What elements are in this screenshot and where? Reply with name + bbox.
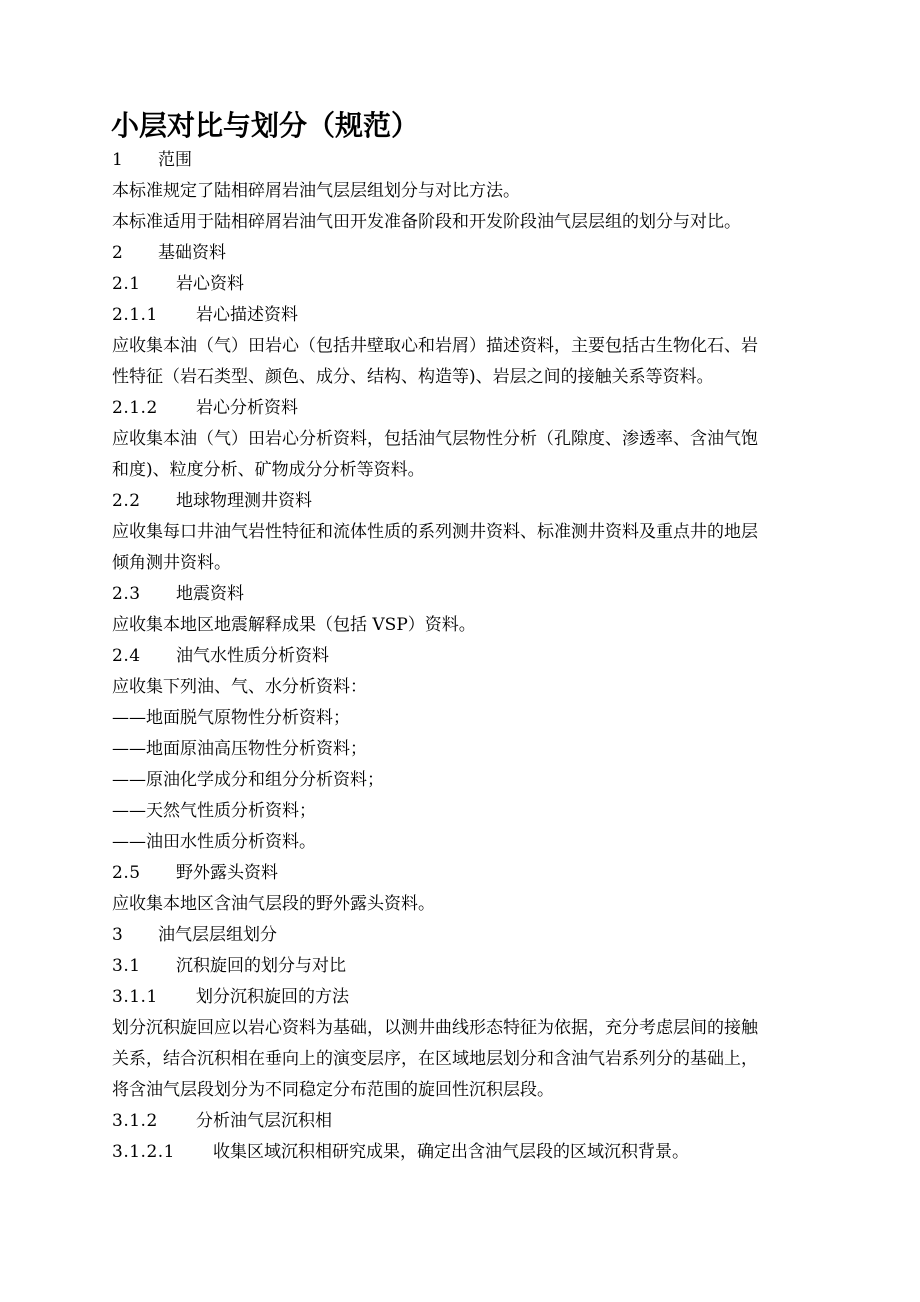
section-heading xyxy=(112,982,812,1013)
body-text-line xyxy=(112,672,812,703)
paragraph-text: 应收集每口井油气岩性特征和流体性质的系列测井资料、标准测井资料及重点井的地层 xyxy=(112,522,758,542)
section-heading-text: 野外露头资料 xyxy=(176,863,278,883)
body-text-line xyxy=(112,1075,812,1106)
document-body xyxy=(112,145,812,1168)
section-number: 3 xyxy=(112,925,124,945)
body-text-line xyxy=(112,207,812,238)
section-number: 2.1.1 xyxy=(112,305,158,325)
paragraph-text: 应收集本油（气）田岩心（包括井壁取心和岩屑）描述资料，主要包括古生物化石、岩 xyxy=(112,336,758,356)
section-heading xyxy=(112,951,812,982)
section-heading-text: 地震资料 xyxy=(176,584,244,604)
section-number: 2.1.2 xyxy=(112,398,158,418)
paragraph-text: ——地面原油高压物性分析资料； xyxy=(112,739,367,759)
section-heading-text: 地球物理测井资料 xyxy=(176,491,312,511)
body-text-line xyxy=(112,517,812,548)
section-heading xyxy=(112,300,812,331)
paragraph-text: 和度)、粒度分析、矿物成分分析等资料。 xyxy=(112,460,425,480)
body-text-line xyxy=(112,455,812,486)
section-heading xyxy=(112,269,812,300)
section-heading-text: 油气层层组划分 xyxy=(158,925,277,945)
body-text-line xyxy=(112,424,812,455)
paragraph-text: 应收集本地区含油气层段的野外露头资料。 xyxy=(112,894,435,914)
section-number: 2.2 xyxy=(112,491,141,511)
body-text-line xyxy=(112,331,812,362)
section-number: 3.1.2.1 xyxy=(112,1142,175,1162)
section-number: 2.1 xyxy=(112,274,141,294)
paragraph-text: ——天然气性质分析资料； xyxy=(112,801,316,821)
body-text-line xyxy=(112,765,812,796)
paragraph-text: 将含油气层段划分为不同稳定分布范围的旋回性沉积层段。 xyxy=(112,1080,554,1100)
paragraph-text: 本标准规定了陆相碎屑岩油气层层组划分与对比方法。 xyxy=(112,181,520,201)
section-heading-text: 划分沉积旋回的方法 xyxy=(196,987,349,1007)
section-heading-text: 收集区域沉积相研究成果，确定出含油气层段的区域沉积背景。 xyxy=(213,1142,689,1162)
paragraph-text: 关系，结合沉积相在垂向上的演变层序，在区域地层划分和含油气岩系列分的基础上， xyxy=(112,1049,758,1069)
body-text-line xyxy=(112,889,812,920)
section-heading xyxy=(112,238,812,269)
paragraph-text: 倾角测井资料。 xyxy=(112,553,231,573)
body-text-line xyxy=(112,1044,812,1075)
section-heading xyxy=(112,579,812,610)
section-number: 2.3 xyxy=(112,584,141,604)
paragraph-text: 应收集本油（气）田岩心分析资料，包括油气层物性分析（孔隙度、渗透率、含油气饱 xyxy=(112,429,758,449)
paragraph-text: 本标准适用于陆相碎屑岩油气田开发准备阶段和开发阶段油气层层组的划分与对比。 xyxy=(112,212,741,232)
section-number: 3.1.1 xyxy=(112,987,158,1007)
section-heading-text: 油气水性质分析资料 xyxy=(176,646,329,666)
section-heading xyxy=(112,1106,812,1137)
body-text-line xyxy=(112,703,812,734)
section-number: 2.5 xyxy=(112,863,141,883)
body-text-line xyxy=(112,734,812,765)
body-text-line xyxy=(112,176,812,207)
section-heading-text: 岩心描述资料 xyxy=(196,305,298,325)
section-heading-text: 沉积旋回的划分与对比 xyxy=(176,956,346,976)
section-heading-text: 范围 xyxy=(158,150,192,170)
section-number: 2.4 xyxy=(112,646,141,666)
body-text-line xyxy=(112,610,812,641)
section-heading xyxy=(112,393,812,424)
section-heading xyxy=(112,1137,812,1168)
paragraph-text: ——原油化学成分和组分分析资料； xyxy=(112,770,384,790)
section-number: 3.1.2 xyxy=(112,1111,158,1131)
paragraph-text: ——油田水性质分析资料。 xyxy=(112,832,316,852)
section-heading-text: 分析油气层沉积相 xyxy=(196,1111,332,1131)
body-text-line xyxy=(112,362,812,393)
section-number: 1 xyxy=(112,150,124,170)
paragraph-text: 应收集本地区地震解释成果（包括 VSP）资料。 xyxy=(112,615,476,635)
paragraph-text: 性特征（岩石类型、颜色、成分、结构、构造等)、岩层之间的接触关系等资料。 xyxy=(112,367,714,387)
section-heading xyxy=(112,858,812,889)
section-heading xyxy=(112,920,812,951)
section-heading xyxy=(112,145,812,176)
paragraph-text: 应收集下列油、气、水分析资料： xyxy=(112,677,367,697)
body-text-line xyxy=(112,827,812,858)
document-title: 小层对比与划分（规范） xyxy=(111,109,420,142)
body-text-line xyxy=(112,796,812,827)
body-text-line xyxy=(112,548,812,579)
section-heading-text: 基础资料 xyxy=(158,243,226,263)
section-heading-text: 岩心资料 xyxy=(176,274,244,294)
section-heading xyxy=(112,641,812,672)
body-text-line xyxy=(112,1013,812,1044)
section-number: 3.1 xyxy=(112,956,141,976)
paragraph-text: ——地面脱气原物性分析资料； xyxy=(112,708,350,728)
paragraph-text: 划分沉积旋回应以岩心资料为基础，以测井曲线形态特征为依据，充分考虑层间的接触 xyxy=(112,1018,758,1038)
section-heading-text: 岩心分析资料 xyxy=(196,398,298,418)
section-number: 2 xyxy=(112,243,124,263)
section-heading xyxy=(112,486,812,517)
